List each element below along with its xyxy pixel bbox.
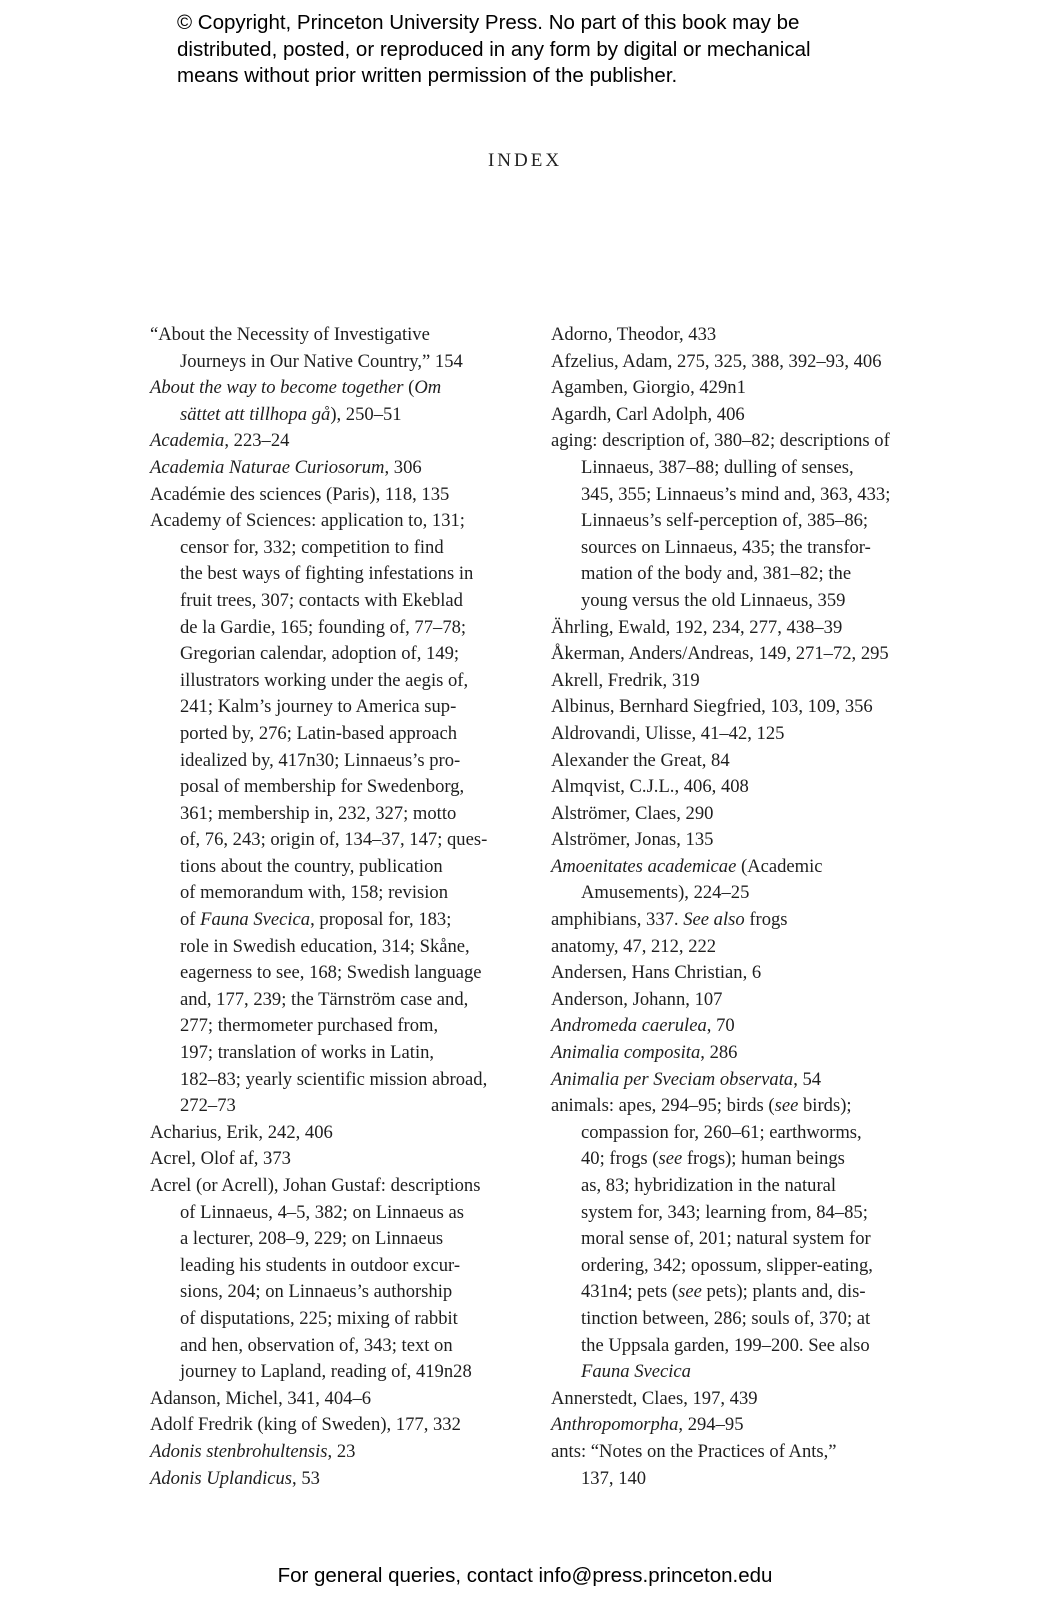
index-line: the best ways of fighting infestations in: [180, 563, 474, 585]
index-line: journey to Lapland, reading of, 419n28: [180, 1361, 472, 1383]
index-column-left: [150, 322, 520, 1492]
index-line: sättet att tillhopa gå), 250–51: [180, 403, 402, 425]
index-line: Anthropomorpha, 294–95: [551, 1414, 744, 1436]
index-line: Ährling, Ewald, 192, 234, 277, 438–39: [551, 616, 843, 638]
index-line: Andersen, Hans Christian, 6: [551, 962, 762, 984]
index-line: 272–73: [180, 1095, 236, 1117]
index-line: Animalia per Sveciam observata, 54: [551, 1068, 822, 1090]
index-line: Almqvist, C.J.L., 406, 408: [551, 776, 749, 798]
index-line: Animalia composita, 286: [551, 1042, 738, 1064]
index-line: leading his students in outdoor excur-: [180, 1254, 461, 1276]
index-line: Academia Naturae Curiosorum, 306: [150, 456, 422, 478]
index-line: ported by, 276; Latin-based approach: [180, 722, 458, 744]
index-line: system for, 343; learning from, 84–85;: [581, 1201, 868, 1223]
copyright-notice: [177, 10, 937, 90]
index-line: Akrell, Fredrik, 319: [551, 669, 700, 691]
copyright-line: means without prior written permission of the publisher.: [177, 64, 678, 87]
index-line: Acrel, Olof af, 373: [150, 1148, 291, 1170]
index-line: of disputations, 225; mixing of rabbit: [180, 1307, 458, 1329]
index-line: Anderson, Johann, 107: [551, 988, 723, 1010]
index-line: Agardh, Carl Adolph, 406: [551, 403, 745, 425]
index-line: of, 76, 243; origin of, 134–37, 147; ques-: [180, 829, 488, 851]
index-line: Acrel (or Acrell), Johan Gustaf: descriptions: [150, 1175, 481, 1196]
index-line: Academy of Sciences: application to, 131;: [150, 510, 465, 532]
index-line: posal of membership for Swedenborg,: [180, 776, 465, 798]
index-line: Åkerman, Anders/Andreas, 149, 271–72, 295: [551, 643, 889, 665]
index-line: of Fauna Svecica, proposal for, 183;: [180, 909, 452, 931]
index-line: “About the Necessity of Investigative: [150, 324, 430, 345]
page-title: INDEX: [487, 150, 563, 171]
index-line: anatomy, 47, 212, 222: [551, 935, 717, 957]
index-line: 431n4; pets (see pets); plants and, dis-: [581, 1281, 866, 1303]
index-line: Afzelius, Adam, 275, 325, 388, 392–93, 406: [551, 350, 882, 372]
index-line: Agamben, Giorgio, 429n1: [551, 377, 746, 399]
index-line: compassion for, 260–61; earthworms,: [581, 1121, 862, 1143]
index-line: 277; thermometer purchased from,: [180, 1015, 439, 1037]
index-line: eagerness to see, 168; Swedish language: [180, 962, 482, 984]
index-line: Aldrovandi, Ulisse, 41–42, 125: [551, 722, 785, 744]
index-line: tinction between, 286; souls of, 370; at: [581, 1307, 871, 1329]
copyright-line: © Copyright, Princeton University Press. No part of this book may be: [177, 11, 800, 34]
index-line: mation of the body and, 381–82; the: [581, 563, 852, 585]
index-line: Linnaeus’s self-perception of, 385–86;: [581, 510, 869, 532]
index-line: Adonis Uplandicus, 53: [150, 1467, 320, 1489]
index-line: de la Gardie, 165; founding of, 77–78;: [180, 616, 467, 638]
index-line: of Linnaeus, 4–5, 382; on Linnaeus as: [180, 1201, 465, 1223]
index-line: and, 177, 239; the Tärnström case and,: [180, 988, 469, 1010]
index-line: and hen, observation of, 343; text on: [180, 1334, 453, 1356]
index-line: role in Swedish education, 314; Skåne,: [180, 935, 470, 957]
index-line: moral sense of, 201; natural system for: [581, 1228, 871, 1250]
index-line: Alströmer, Jonas, 135: [551, 829, 714, 851]
index-line: Gregorian calendar, adoption of, 149;: [180, 643, 460, 665]
copyright-line: distributed, posted, or reproduced in any form by digital or mechanical: [177, 37, 811, 61]
index-line: Alexander the Great, 84: [551, 749, 730, 771]
index-line: as, 83; hybridization in the natural: [581, 1175, 837, 1196]
index-line: 182–83; yearly scientific mission abroad,: [180, 1068, 488, 1090]
index-line: Adanson, Michel, 341, 404–6: [150, 1387, 372, 1409]
index-line: idealized by, 417n30; Linnaeus’s pro-: [180, 749, 461, 771]
index-line: censor for, 332; competition to find: [180, 536, 444, 558]
index-line: 197; translation of works in Latin,: [180, 1042, 435, 1064]
index-line: Amoenitates academicae (Academic: [551, 855, 823, 877]
index-line: of memorandum with, 158; revision: [180, 882, 449, 904]
index-line: Adolf Fredrik (king of Sweden), 177, 332: [150, 1414, 461, 1436]
index-line: Amusements), 224–25: [581, 882, 750, 904]
index-line: tions about the country, publication: [180, 855, 443, 877]
index-line: Annerstedt, Claes, 197, 439: [551, 1387, 758, 1409]
index-line: 361; membership in, 232, 327; motto: [180, 802, 457, 824]
index-line: Journeys in Our Native Country,” 154: [180, 350, 463, 372]
index-line: Alströmer, Claes, 290: [551, 802, 714, 824]
index-line: ordering, 342; opossum, slipper-eating,: [581, 1254, 873, 1276]
index-line: Adorno, Theodor, 433: [551, 324, 717, 345]
index-line: illustrators working under the aegis of,: [180, 669, 469, 691]
index-line: sources on Linnaeus, 435; the transfor-: [581, 536, 871, 558]
index-line: Albinus, Bernhard Siegfried, 103, 109, 356: [551, 696, 873, 718]
index-line: a lecturer, 208–9, 229; on Linnaeus: [180, 1228, 444, 1250]
index-line: Linnaeus, 387–88; dulling of senses,: [581, 456, 854, 478]
footer-contact: For general queries, contact info@press.princeton.edu: [277, 1564, 773, 1587]
index-line: 241; Kalm’s journey to America sup-: [180, 696, 457, 718]
index-line: Fauna Svecica: [581, 1361, 691, 1383]
index-line: amphibians, 337. See also frogs: [551, 909, 788, 931]
index-line: Academia, 223–24: [150, 430, 290, 452]
index-line: sions, 204; on Linnaeus’s authorship: [180, 1281, 453, 1303]
index-column-right: [551, 322, 921, 1492]
index-line: Académie des sciences (Paris), 118, 135: [150, 483, 450, 505]
index-line: the Uppsala garden, 199–200. See also: [581, 1334, 870, 1356]
index-line: ants: “Notes on the Practices of Ants,”: [551, 1440, 837, 1462]
index-line: Acharius, Erik, 242, 406: [150, 1121, 333, 1143]
index-line: Andromeda caerulea, 70: [551, 1015, 735, 1037]
index-line: 345, 355; Linnaeus’s mind and, 363, 433;: [581, 483, 891, 505]
index-line: About the way to become together (Om: [150, 377, 442, 399]
index-line: aging: description of, 380–82; descriptions of: [551, 430, 890, 452]
index-line: fruit trees, 307; contacts with Ekeblad: [180, 589, 463, 611]
index-line: animals: apes, 294–95; birds (see birds);: [551, 1095, 852, 1117]
index-line: 40; frogs (see frogs); human beings: [581, 1148, 845, 1170]
index-line: young versus the old Linnaeus, 359: [581, 589, 846, 611]
index-line: 137, 140: [581, 1467, 647, 1489]
index-line: Adonis stenbrohultensis, 23: [150, 1440, 356, 1462]
